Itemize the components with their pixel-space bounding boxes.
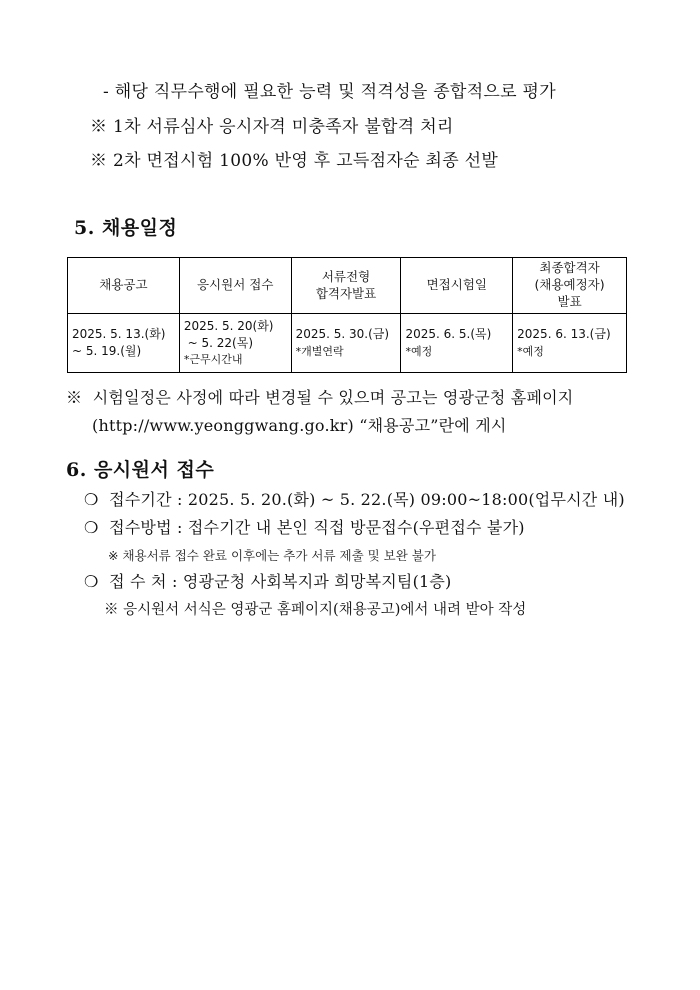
header-final-result: 최종합격자 (채용예정자) 발표 [513,258,627,314]
cell-interview-date: 2025. 6. 5.(목) *예정 [401,314,513,373]
section6-title: 6. 응시원서 접수 [66,459,215,481]
note-second-interview: ※ 2차 면접시험 100% 반영 후 고득점자순 최종 선발 [90,151,499,171]
schedule-footnote-line2: (http://www.yeonggwang.go.kr) “채용공고”란에 게시 [92,416,507,435]
header-announcement: 채용공고 [68,258,180,314]
schedule-header-row [68,258,627,314]
header-application: 응시원서 접수 [179,258,291,314]
application-location: ❍ 접 수 처 : 영광군청 사회복지과 희망복지팀(1층) [84,572,452,591]
note-first-screening: ※ 1차 서류심사 응시자격 미충족자 불합격 처리 [90,117,454,137]
cell-final-result: 2025. 6. 13.(금) *예정 [513,314,627,373]
cell-document-result: 2025. 5. 30.(금) *개별연락 [291,314,401,373]
application-period: ❍ 접수기간 : 2025. 5. 20.(화) ~ 5. 22.(목) 09:00~18:00(업무시간 내) [84,490,625,509]
evaluation-description: - 해당 직무수행에 필요한 능력 및 적격성을 종합적으로 평가 [103,82,557,102]
schedule-table [67,257,627,373]
application-method: ❍ 접수방법 : 접수기간 내 본인 직접 방문접수(우편접수 불가) [84,518,525,537]
schedule-row [68,314,627,373]
header-document-result: 서류전형 합격자발표 [291,258,401,314]
section5-title: 5. 채용일정 [74,217,178,239]
note-application-form: ※ 응시원서 서식은 영광군 홈페이지(채용공고)에서 내려 받아 작성 [104,602,527,618]
cell-application: 2025. 5. 20(화) ~ 5. 22(목) *근무시간내 [179,314,291,373]
schedule-footnote-line1: ※ 시험일정은 사정에 따라 변경될 수 있으며 공고는 영광군청 홈페이지 [66,388,574,407]
cell-announcement: 2025. 5. 13.(화) ~ 5. 19.(월) [68,314,180,373]
header-interview-date: 면접시험일 [401,258,513,314]
note-no-additional-documents: ※ 채용서류 접수 완료 이후에는 추가 서류 제출 및 보완 불가 [108,548,436,563]
